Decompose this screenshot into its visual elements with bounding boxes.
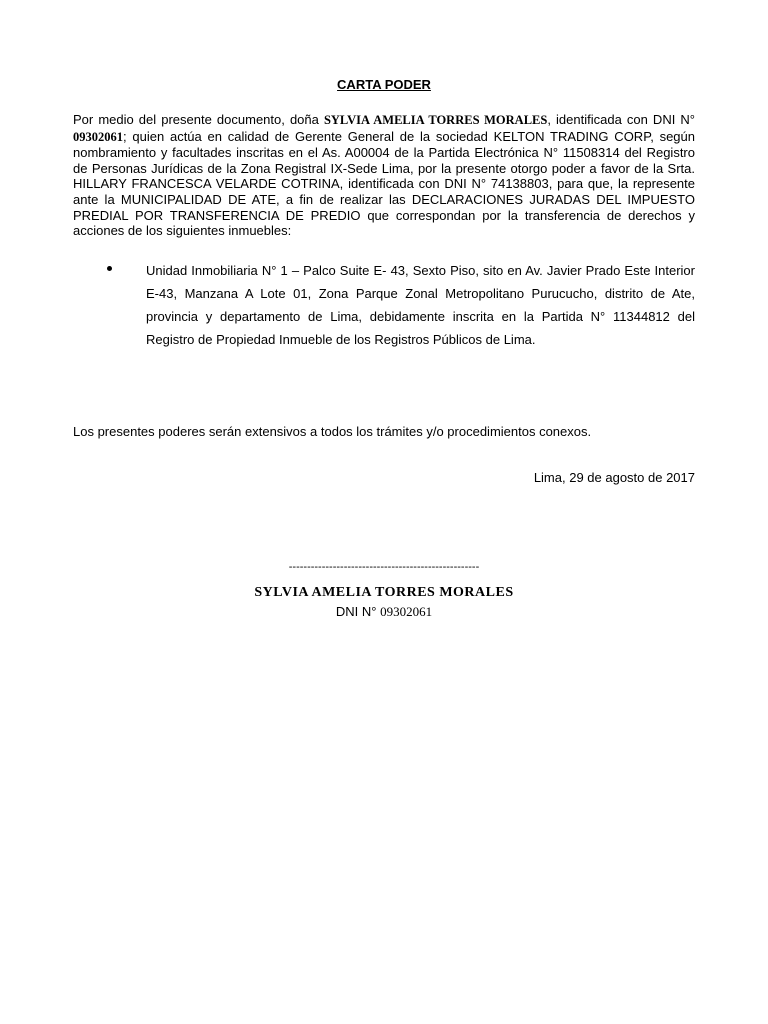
signatory-dni-label: DNI N°	[335, 604, 381, 619]
intro-text-part2: , identificada con DNI N°	[547, 112, 695, 127]
place-date: Lima, 29 de agosto de 2017	[533, 470, 695, 485]
intro-text-part3: ; quien actúa en calidad de Gerente General de la sociedad KELTON TRADING CORP, según nombramiento y facultades inscritas en el As. A00004 de la Partida Electrónica N° 11508314 del Registro de Personas Jurídicas de la Zona Registral IX-Sede Lima, por la presente otorgo poder a favor de la Srta. HILLARY FRANCESCA VELARDE COTRINA, identificada con DNI N° 74138803, para que, la represente ante la MUNICIPALIDAD DE ATE, a fin de realizar las DECLARACIONES JURADAS DEL IMPUESTO PREDIAL POR TRANSFERENCIA DE PREDIO que correspondan por la transferencia de derechos y acciones de los siguientes inmuebles:	[73, 128, 695, 239]
document-title: CARTA PODER	[337, 77, 431, 92]
bullet-icon	[107, 266, 112, 271]
signatory-dni-number: 09302061	[380, 604, 433, 619]
signature-line: ----------------------------------------------------	[288, 561, 480, 573]
property-item: Unidad Inmobiliaria N° 1 – Palco Suite E- 43, Sexto Piso, sito en Av. Javier Prado Este Interior E-43, Manzana A Lote 01, Zona Parque Zonal Metropolitano Purucucho, distrito de Ate, provincia y departamento de Lima, debidamente inscrita en la Partida N° 11344812 del Registro de Propiedad Inmueble de los Registros Públicos de Lima.	[146, 263, 695, 347]
grantor-dni: 09302061	[73, 129, 123, 144]
signatory-dni	[0, 604, 768, 620]
grantor-name: SYLVIA AMELIA TORRES MORALES	[323, 113, 548, 127]
extensive-note: Los presentes poderes serán extensivos a todos los trámites y/o procedimientos conexos.	[73, 424, 592, 439]
intro-text-part1: Por medio del presente documento, doña	[73, 112, 324, 127]
intro-paragraph	[73, 112, 695, 239]
signatory-name: SYLVIA AMELIA TORRES MORALES	[254, 585, 514, 600]
